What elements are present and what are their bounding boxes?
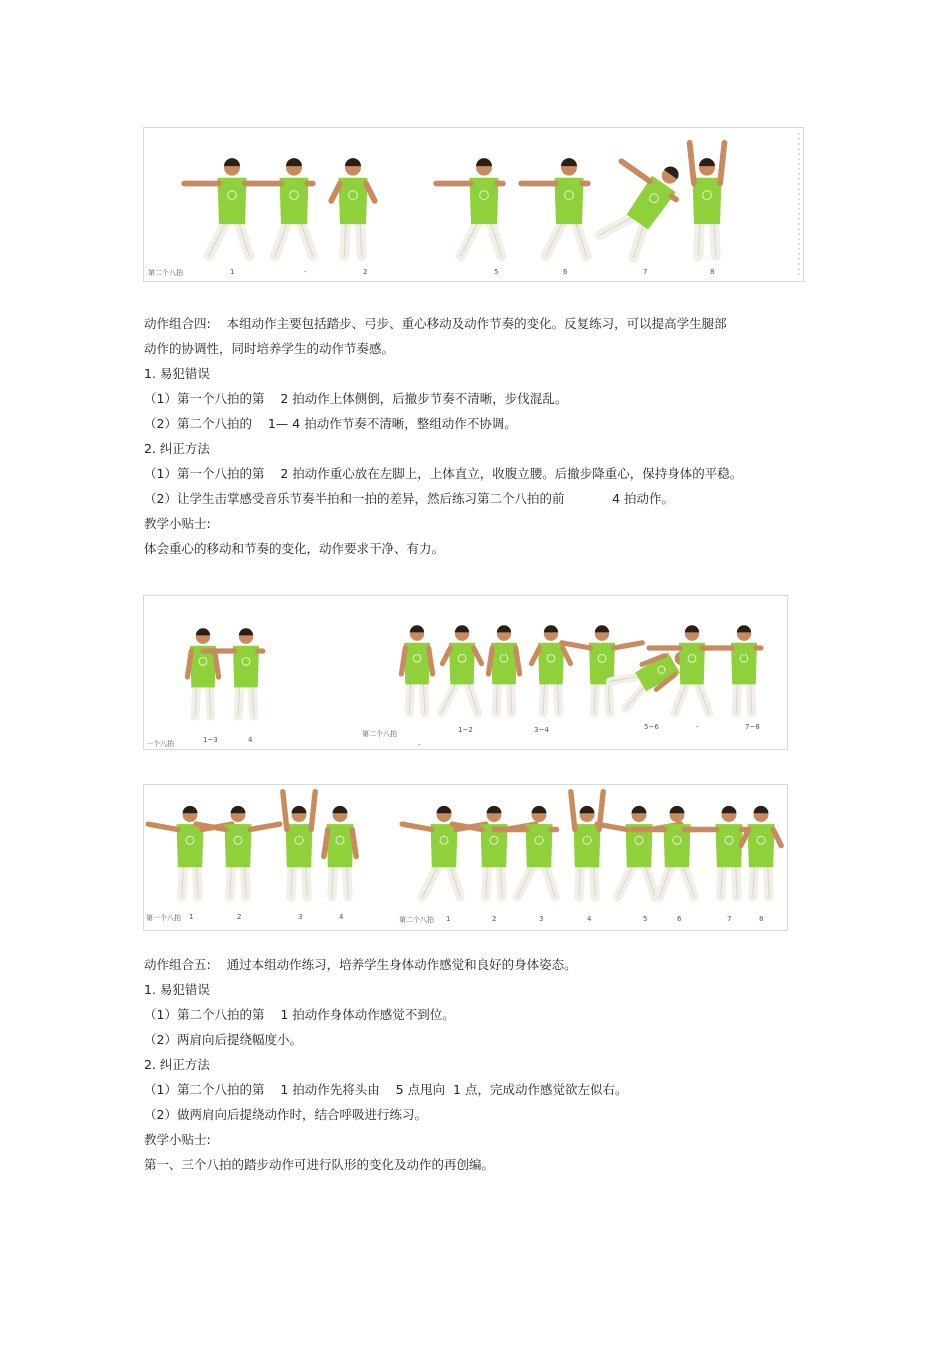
beat-label: 8 xyxy=(759,915,764,923)
section5-fix-2: （2）做两肩向后提绕动作时，结合呼吸进行练习。 xyxy=(144,1107,427,1122)
section5-error-2: （2）两肩向后提绕幅度小。 xyxy=(144,1032,302,1047)
dancer-figure xyxy=(741,806,782,897)
section5-error-1: （1）第二个八拍的第 1 拍动作身体动作感觉不到位。 xyxy=(144,1007,455,1022)
section5-fix-heading: 2. 纠正方法 xyxy=(144,1057,210,1072)
section4-intro-cont: 动作的协调性，同时培养学生的动作节奏感。 xyxy=(144,341,395,356)
section4-errors-heading: 1. 易犯错误 xyxy=(144,366,210,381)
section4-fix-2: （2）让学生击掌感受音乐节奏半拍和一拍的差异，然后练习第二个八拍的前 4 拍动作。 xyxy=(144,491,675,506)
section4-fix-1: （1）第一个八拍的第 2 拍动作重心放在左脚上，上体直立，收腹立腰。后撤步降重心，保持身体的平稳。 xyxy=(144,466,743,481)
dancer-figure xyxy=(580,141,691,259)
beat-label: 3~4 xyxy=(534,726,549,734)
dancer-figure xyxy=(402,806,486,897)
beat-label: 5~6 xyxy=(644,723,659,731)
beat-label: 5 xyxy=(494,268,499,276)
section5-errors-heading: 1. 易犯错误 xyxy=(144,982,210,997)
beat-label: 1 xyxy=(230,268,235,276)
beat-label: 3 xyxy=(539,915,544,923)
row-label: 第二个八拍 xyxy=(148,269,183,277)
dancer-figure xyxy=(148,806,232,897)
beat-label: - xyxy=(418,741,421,749)
section5-intro: 动作组合五: 通过本组动作练习，培养学生身体动作感觉和良好的身体姿态。 xyxy=(144,957,577,972)
section4-intro: 动作组合四: 本组动作主要包括踏步、弓步、重心移动及动作节奏的变化。反复练习，可以提高学生腿部 xyxy=(144,316,727,331)
section4-tip-title: 教学小贴士: xyxy=(144,516,211,531)
section4-fix-heading: 2. 纠正方法 xyxy=(144,441,210,456)
dancer-figure xyxy=(324,806,356,897)
dance-figure-panel-2 xyxy=(143,595,788,750)
beat-label: 1 xyxy=(446,915,451,923)
beat-label: 1 xyxy=(189,913,194,921)
dancer-figure xyxy=(283,792,315,897)
section4-tip: 体会重心的移动和节奏的变化，动作要求干净、有力。 xyxy=(144,541,445,556)
dancer-figure xyxy=(571,792,603,897)
dancer-figure xyxy=(701,625,761,713)
dancer-figure xyxy=(331,158,375,256)
beat-label: 1~2 xyxy=(458,726,473,734)
section5-tip-title: 教学小贴士: xyxy=(144,1132,211,1147)
row-label: 第二个八拍 xyxy=(362,730,397,738)
dancer-figure xyxy=(532,625,571,713)
dancer-figure xyxy=(488,625,519,713)
beat-label: 6 xyxy=(677,915,682,923)
section4-error-2: （2）第二个八拍的 1— 4 拍动作节奏不清晰，整组动作不协调。 xyxy=(144,416,517,431)
dancer-figure xyxy=(187,628,218,716)
row-label: 第一个八拍 xyxy=(146,914,181,922)
beat-label: 4 xyxy=(248,736,253,744)
beat-label: 5 xyxy=(643,915,648,923)
dancer-figure xyxy=(441,625,481,713)
dancer-figure xyxy=(521,158,588,256)
dance-figure-panel-3 xyxy=(143,784,788,931)
row-label: 一个八拍 xyxy=(146,740,174,748)
beat-label: 7 xyxy=(643,268,648,276)
beat-label: 2 xyxy=(363,268,368,276)
beat-label: 4 xyxy=(339,913,344,921)
beat-label: 1~3 xyxy=(203,736,218,744)
beat-label: 7 xyxy=(727,915,732,923)
beat-label: - xyxy=(304,268,307,276)
beat-label: 8 xyxy=(710,268,715,276)
beat-label: 4 xyxy=(587,915,592,923)
dancer-figure xyxy=(246,158,313,256)
dancer-figure xyxy=(196,806,280,897)
beat-label: - xyxy=(696,723,699,731)
dancer-figure xyxy=(690,143,725,256)
beat-label: 6 xyxy=(563,268,568,276)
beat-label: 7~8 xyxy=(745,723,760,731)
section4-error-1: （1）第一个八拍的第 2 拍动作上体侧倒，后撤步节奏不清晰，步伐混乱。 xyxy=(144,391,568,406)
beat-label: 2 xyxy=(492,915,497,923)
dancer-figure xyxy=(401,625,432,713)
dancer-figure xyxy=(184,158,251,256)
row-label: 第二个八拍 xyxy=(399,916,434,924)
dance-figure-panel-1 xyxy=(143,127,804,282)
dancer-figure xyxy=(436,158,503,256)
section5-fix-1: （1）第二个八拍的第 1 拍动作先将头由 5 点甩向 1 点，完成动作感觉欲左似右。 xyxy=(144,1082,628,1097)
beat-label: 3 xyxy=(298,913,303,921)
section5-tip: 第一、三个八拍的踏步动作可进行队形的变化及动作的再创编。 xyxy=(144,1157,495,1172)
figure-strip-1 xyxy=(144,128,804,282)
beat-label: 2 xyxy=(237,913,242,921)
figure-strip-3 xyxy=(144,785,788,931)
